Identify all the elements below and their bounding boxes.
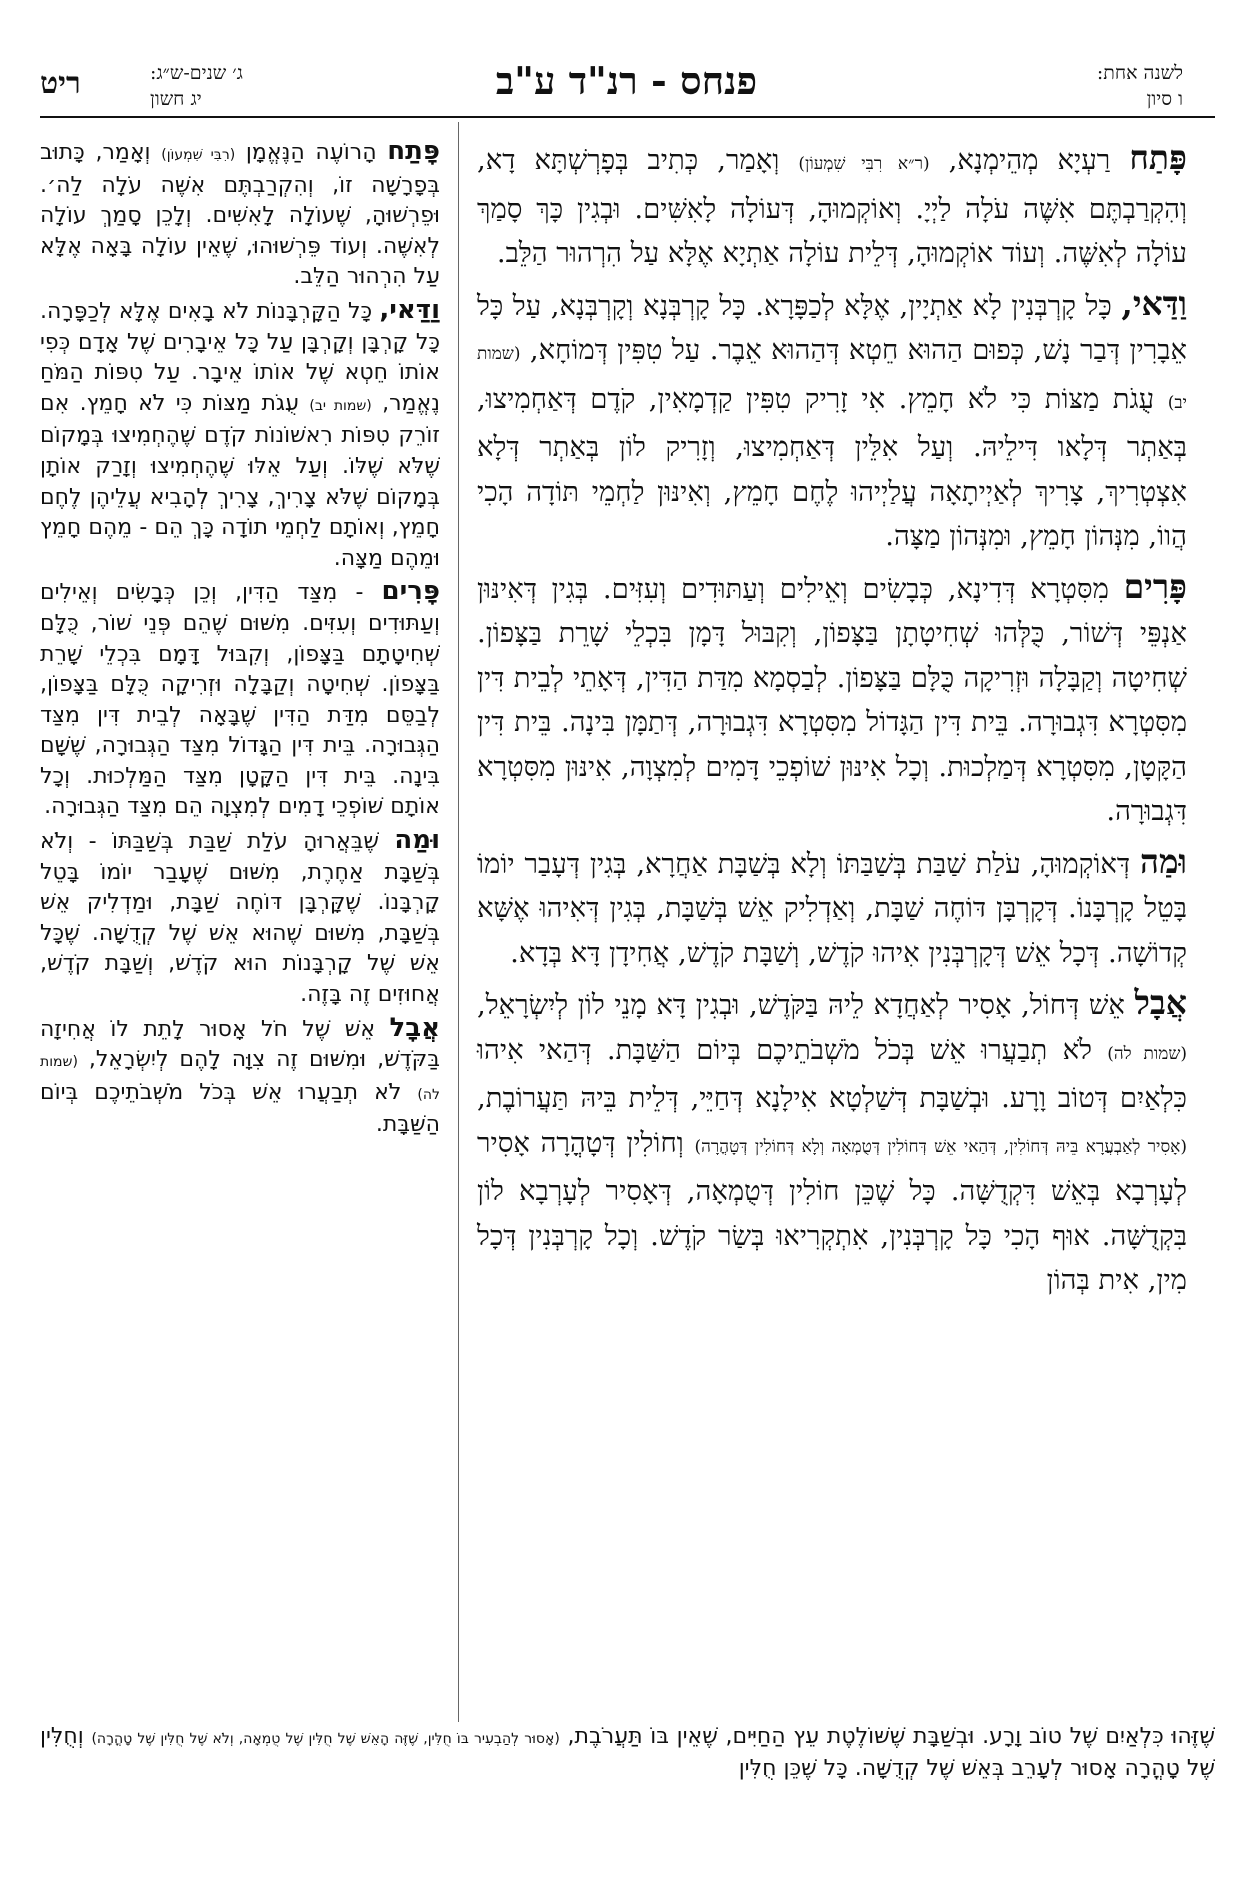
- paragraph-text: - מִצַּד הַדִּין, וְכֵן כְּבָשִׂים וְאֵילִים וְעַתּוּדִים וְעִזִּים. מִשּׁוּם שֶׁהֵם פְּנֵי שׁוֹר, כֻּלָּם שְׁחִיטָתָם בַּצָּפוֹן, וְקִבּוּל דָּמָם בִּכְלֵי שָׁרֵת בַּצָּפוֹן. שְׁחִיטָה וְקַבָּלָה וּזְרִיקָה כֻּלָּם בַּצָּפוֹן, לְבַסֵּם מִדַּת הַדִּין שֶׁבָּאָה לְבֵית דִּין מִצַּד הַגְּבוּרָה. בֵּית דִּין הַגָּדוֹל מִצַּד הַגְּבוּרָה, שֶׁשָּׁם בִּינָה. בֵּית דִּין הַקָּטָן מִצַּד הַמַּלְכוּת. וְכָל אוֹתָם שׁוֹפְכֵי דָמִים לְמִצְוָה הֵם מִצַּד הַגְּבוּרָה.: [40, 580, 440, 820]
- source-reference: (שמות לה): [40, 1054, 440, 1103]
- source-reference: (שמות יב): [477, 344, 1187, 413]
- study-cycle-one-year-date: ו סיון: [1146, 88, 1183, 110]
- paragraph-text: לֹא תְבַעֲרוּ אֵשׁ בְּכֹל מֹשְׁבֹתֵיכֶם בְּיוֹם הַשַּׁבָּת. דְּהַאי אִיהוּ כִּלְאַיִם דְּטוֹב וָרָע. וּבְשַׁבָּת דְּשַׁלְטָא אִילָנָא דְּחַיֵּי, דְּלֵית בֵּיהּ תַּעֲרוֹבֶת,: [477, 1033, 1187, 1114]
- main-text-column: [477, 136, 1187, 1309]
- translation-continuation: [40, 1722, 1215, 1784]
- main-paragraph: [477, 840, 1187, 976]
- paragraph-text: עֻגֹת מַצּוֹת כִּי לֹא חָמֵץ. אִם זוֹרֵק טִפּוֹת רִאשׁוֹנוֹת קֹדֶם שֶׁהֶחְמִיצוּ בְּמָקוֹם שֶׁלֹּא שֶׁלּוֹ. וְעַל אֵלּוּ שֶׁהֶחְמִיצוּ וְזָרַק אוֹתָן בְּמָקוֹם שֶׁלֹּא צָרִיךְ, צָרִיךְ לְהָבִיא עֲלֵיהֶן לֶחֶם חָמֵץ, וְאוֹתָם לַחְמֵי תוֹדָה כָּךְ הֵם - מֵהֶם חָמֵץ וּמֵהֶם מַצָּה.: [40, 390, 440, 571]
- paragraph-lead-word: וַדַּאי,: [379, 294, 440, 325]
- paragraph-text: כָּל הַקָּרְבָּנוֹת לֹא בָאִים אֶלָּא לְכַפָּרָה. כָּל קָרְבָּן וְקָרְבָּן עַל כָּל אֵיבָרִים שֶׁל אָדָם כְּפִי אוֹתוֹ חֵטְא שֶׁל אוֹתוֹ אֵיבָר. עַל טִפּוֹת הַמֹּחַ נֶאֱמַר,: [40, 298, 440, 416]
- translation-paragraph: [40, 1013, 440, 1141]
- study-cycle-three-year-date: יג חשון: [150, 88, 202, 110]
- inline-note: (אָסִיר לְאַבְעֲרָא בֵּיהּ דְּחוֹלִין, דְּהַאי אֵשׁ דְּחוֹלִין דְּטֻמְאָה וְלָא דְּחוֹלִין דְּטָהֳרָה): [694, 1136, 1187, 1157]
- paragraph-text: לֹא תְבַעֲרוּ אֵשׁ בְּכֹל מֹשְׁבֹתֵיכֶם בְּיוֹם הַשַּׁבָּת.: [40, 1079, 440, 1138]
- source-reference: (ר״א רִבִּי שִׁמְעוֹן): [798, 154, 930, 174]
- paragraph-text: וְאָמַר, כָּתוּב בְּפָרָשָׁה זוֹ, וְהִקְרַבְתֶּם אִשֶּׁה עֹלָה לַה׳. וּפֵרְשׁוּהָ, שֶׁעוֹלָה לָאִשִּׁים. וְלָכֵן סָמַךְ עוֹלָה לְאִשֶּׁה. וְעוֹד פֵּרְשׁוּהוּ, שֶׁאֵין עוֹלָה בָּאָה אֶלָּא עַל הִרְהוּר הַלֵּב.: [40, 140, 440, 290]
- paragraph-lead-word: פָּתַח: [387, 136, 440, 166]
- paragraph-text: וְחֻלִּין שֶׁל טָהֳרָה אָסוּר לְעָרֵב בְּאֵשׁ שֶׁל קְדֻשָּׁה. כָּל שֶׁכֵּן חֻלִּין: [40, 1724, 1215, 1781]
- main-paragraph: [477, 282, 1187, 559]
- paragraph-text: רַעְיָא מְהֵימְנָא,: [929, 144, 1130, 176]
- paragraph-text: שֶׁבֵּאֲרוּהָ עֹלַת שַׁבַּת בְּשַׁבַּתּוֹ - וְלֹא בְּשַׁבָּת אַחֶרֶת, מִשּׁוּם שֶׁעָבַר יוֹמוֹ בָּטֵל קָרְבָּנוֹ. שֶׁקָּרְבָּן דּוֹחֶה שַׁבָּת, וּמַדְלִיק אֵשׁ בְּשַׁבָּת, מִשּׁוּם שֶׁהוּא אֵשׁ שֶׁל קְדֻשָּׁה. שֶׁכָּל אֵשׁ שֶׁל קָרְבָּנוֹת הוּא קֹדֶשׁ, וְשַׁבָּת קֹדֶשׁ, אֲחוּזִים זֶה בָּזֶה.: [40, 829, 440, 1008]
- paragraph-text: עֻגֹת מַצּוֹת כִּי לֹא חָמֵץ. אִי זָרִיק טִפִּין קַדְמָאִין, קֹדֶם דְּאַחְמִיצוּ, בְּאַתְר דְּלָאו דִּילֵיהּ. וְעַל אִלֵּין דְּאַחְמִיצוּ, וְזָרִיק לוֹן בְּאַתְר דְּלָא אִצְטְרִיךְ, צָרִיךְ לְאַיְיתָאָה עֲלַיְיהוּ לֶחֶם חָמֵץ, וְאִינּוּן לַחְמֵי תּוֹדָה הָכִי הֲווֹ, מִנְּהוֹן חָמֵץ, וּמִנְּהוֹן מַצָּה.: [477, 382, 1187, 552]
- paragraph-lead-word: וּמַה: [394, 825, 440, 856]
- column-divider: [458, 122, 459, 1722]
- paragraph-text: דְּאוֹקְמוּהָ, עֹלַת שַׁבַּת בְּשַׁבַּתּוֹ וְלָא בְּשַׁבָּת אַחֲרָא, בְּגִין דְּעָבַר יוֹמוֹ בָּטֵל קָרְבָּנוֹ. דְּקָרְבָּן דּוֹחֶה שַׁבָּת, וְאַדְלִיק אֵשׁ בְּשַׁבָּת, בְּגִין דְּאִיהוּ אֶשָּׁא קְדוֹשָׁה. דְּכָל אֵשׁ דְּקָרְבְּנִין אִיהוּ קֹדֶשׁ, וְשַׁבָּת קֹדֶשׁ, אֲחִידָן דָּא בְּדָא.: [477, 847, 1187, 969]
- translation-paragraph: [40, 576, 440, 823]
- main-paragraph: [477, 565, 1187, 834]
- paragraph-lead-word: וַדַּאי,: [1121, 283, 1187, 323]
- paragraph-lead-word: אֲבָל: [389, 1012, 440, 1043]
- header-rule: [40, 116, 1215, 118]
- paragraph-text: כָּל קָרְבְּנִין לָא אַתְיָין, אֶלָּא לְכַפָּרָא. כָּל קָרְבְּנָא וְקָרְבְּנָא, עַל כָּל אֵבָרִין דְּבַר נָשׁ, כְּפוּם הַהוּא חֵטְא דְּהַהוּא אֵבֶר. עַל טִפִּין דְּמוֹחָא,: [477, 289, 1187, 366]
- source-reference: (שמות יב): [309, 397, 372, 414]
- inline-note: (אָסוּר לְהַבְעִיר בּוֹ חֻלִּין, שֶׁזֶּה הָאֵשׁ שֶׁל חֻלִּין שֶׁל טֻמְאָה, וְלֹא שֶׁל חֻלִּין שֶׁל טָהֳרָה): [91, 1731, 560, 1747]
- study-cycle-three-year-label: ג׳ שנים-ש״ג:: [150, 62, 243, 84]
- paragraph-text: שֶׁזֶּהוּ כִּלְאַיִם שֶׁל טוֹב וָרָע. וּבְשַׁבָּת שֶׁשּׁוֹלֶטֶת עֵץ הַחַיִּים, שֶׁאֵין בּוֹ תַּעֲרֹבֶת,: [559, 1724, 1215, 1749]
- paragraph-lead-word: פָּרִים: [381, 576, 440, 607]
- source-reference: (שמות לה): [1107, 1043, 1187, 1064]
- translation-paragraph: [40, 825, 440, 1011]
- page-number: ריט: [40, 66, 81, 101]
- main-paragraph: [477, 136, 1187, 276]
- paragraph-text: מִסִּטְרָא דְּדִינָא, כְּבָשִׂים וְאֵילִים וְעַתּוּדִים וְעִזִּים. בְּגִין דְּאִינּוּן אַנְפֵּי דְּשׁוֹר, כֻּלְּהוּ שְׁחִיטָתָן בַּצָּפוֹן, וְקִבּוּל דָּמָן בִּכְלֵי שָׁרֵת בַּצָּפוֹן. שְׁחִיטָה וְקַבָּלָה וּזְרִיקָה כֻּלָּם בַּצָּפוֹן. לְבַסְמָא מִדַּת הַדִּין, דְּאָתֵי לְבֵית דִּין מִסִּטְרָא דִּגְבוּרָה. בֵּית דִּין הַגָּדוֹל מִסִּטְרָא דִּגְבוּרָה, דְּתַמָּן בִּינָה. בֵּית דִּין הַקָּטָן, מִסִּטְרָא דְּמַלְכוּת. וְכָל אִינּוּן שׁוֹפְכֵי דָּמִים לְמִצְוָה, אִינּוּן מִסִּטְרָא דִּגְבוּרָה.: [477, 572, 1187, 827]
- paragraph-text: וְאָמַר, כְּתִיב בְּפָרְשְׁתָּא דָא, וְהִקְרַבְתֶּם אִשֶּׁה עֹלָה לַיְיָ. וְאוֹקְמוּהָ, דְּעוֹלָה לָאִשִּׁים. וּבְגִין כָּךְ סָמַךְ עוֹלָה לְאִשֶּׁה. וְעוֹד אוֹקְמוּהָ, דְּלֵית עוֹלָה אַתְיָא אֶלָּא עַל הִרְהוּר הַלֵּב.: [477, 144, 1187, 269]
- translation-paragraph: [40, 136, 440, 293]
- main-paragraph: [477, 981, 1187, 1303]
- paragraph-lead-word: אֲבָל: [1134, 983, 1187, 1022]
- paragraph-text: אֵשׁ שֶׁל חֹל אָסוּר לָתֵת לוֹ אֲחִיזָה בַּקֹּדֶשׁ, וּמִשּׁוּם זֶה צִוָּה לָהֶם לְיִשְׂרָאֵל,: [40, 1016, 440, 1073]
- paragraph-lead-word: וּמַה: [1140, 841, 1187, 881]
- paragraph-text: וְחוֹלִין דְּטָהֳרָה אָסִיר לְעָרְבָא בְּאֵשׁ דִּקְדֻשָּׁה. כָּל שֶׁכֵּן חוֹלִין דְּטֻמְאָה, דְּאָסִיר לְעָרְבָא לוֹן בִּקְדֻשָּׁה. אוּף הָכִי כָּל קָרְבְּנִין, אִתְקְרִיאוּ בְּשַׂר קֹדֶשׁ. וְכָל קָרְבְּנִין דְּכָל מִין, אִית בְּהוֹן: [477, 1126, 1187, 1296]
- study-cycle-one-year-label: לשנה אחת:: [1096, 62, 1183, 84]
- translation-paragraph: [40, 295, 440, 574]
- paragraph-lead-word: פָּרִים: [1123, 566, 1187, 606]
- paragraph-lead-word: פָּתַח: [1129, 138, 1187, 177]
- page-title: פנחס - רנ"ד ע"ב: [495, 58, 758, 103]
- paragraph-text: אֵשׁ דְּחוֹל, אָסִיר לְאַחֲדָא לֵיהּ בַּקֹּדֶשׁ, וּבְגִין דָּא מָנֵי לוֹן לְיִשְׂרָאֵל,: [477, 989, 1135, 1021]
- paragraph-text: הָרוֹעֶה הַנֶּאֱמָן: [235, 140, 388, 165]
- translation-text-column: [40, 136, 440, 1143]
- source-reference: (רִבִּי שִׁמְעוֹן): [161, 147, 236, 163]
